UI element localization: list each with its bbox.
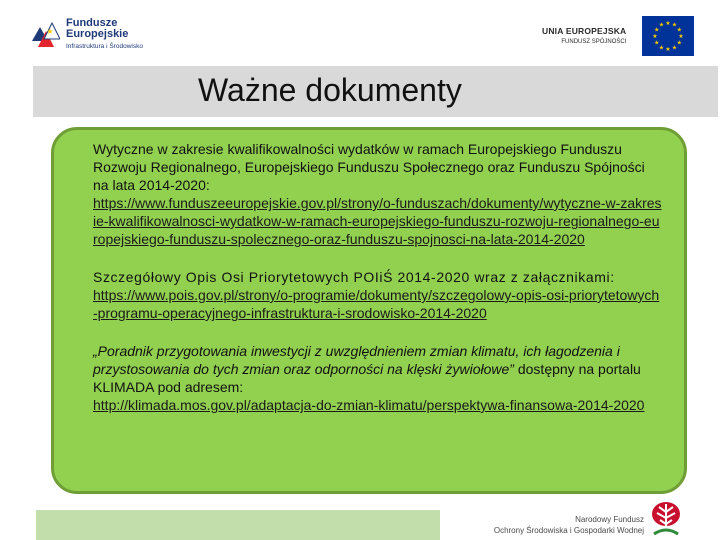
eu-flag-star: ★ <box>652 33 659 40</box>
nfosigw-line1: Narodowy Fundusz <box>575 515 644 524</box>
eu-flag-star: ★ <box>665 46 672 53</box>
documents-list <box>93 140 663 434</box>
footer-notch <box>0 510 36 540</box>
eu-logo-line1: UNIA EUROPEJSKA <box>542 25 627 36</box>
document-description: Wytyczne w zakresie kwalifikowalności wydatków w ramach Europejskiego Funduszu Rozwoju Regionalnego, Europejskiego Funduszu Społecznego oraz Funduszu Spójności na lata 2014-2020: <box>93 141 645 193</box>
nfosigw-line2: Ochrony Środowiska i Gospodarki Wodnej <box>493 526 644 535</box>
document-link-klimada[interactable]: http://klimada.mos.gov.pl/adaptacja-do-zmian-klimatu/perspektywa-finansowa-2014-2020 <box>93 397 645 413</box>
eu-flag-star: ★ <box>672 21 678 29</box>
eu-flag-star: ★ <box>672 44 678 52</box>
eu-flag-icon <box>642 16 694 56</box>
eu-logo <box>542 13 702 59</box>
document-item-szoop <box>93 268 663 322</box>
eu-logo-line2: FUNDUSZ SPÓJNOŚCI <box>561 38 627 45</box>
footer-green-bar <box>0 510 440 540</box>
fe-logo-line3: Infrastruktura i Środowisko <box>66 42 143 50</box>
eu-flag-star: ★ <box>677 39 683 47</box>
document-description: dostępny na portalu KLIMADA pod adresem: <box>93 361 641 395</box>
document-link-guidelines[interactable]: https://www.funduszeeuropejskie.gov.pl/strony/o-funduszach/dokumenty/wytyczne-w-zakresie-kwalifikowalnosci-wydatkow-w-ramach-europejskiego-funduszu-rozwoju-regionalnego-europejskiego-funduszu-spolecznego-oraz-funduszu-spojnosci-na-lata-2014-2020 <box>93 195 662 247</box>
eu-flag-star: ★ <box>654 26 660 34</box>
fe-logo-line1: Fundusze <box>66 16 118 29</box>
document-item-klimada <box>93 342 663 414</box>
document-link-szoop[interactable]: https://www.pois.gov.pl/strony/o-programie/dokumenty/szczegolowy-opis-osi-priorytetowych-programu-operacyjnego-infrastruktura-i-srodowisko-2014-2020 <box>93 287 660 321</box>
eu-flag-star: ★ <box>665 20 672 27</box>
eu-flag-star: ★ <box>654 39 660 47</box>
eu-flag-star: ★ <box>659 21 665 29</box>
eu-flag-star: ★ <box>678 33 685 40</box>
document-description: Szczegółowy Opis Osi Priorytetowych POIiŚ 2014-2020 wraz z załącznikami: <box>93 269 615 285</box>
fundusze-europejskie-logo-icon <box>30 19 60 49</box>
nfosigw-logo-text <box>484 514 644 536</box>
fe-logo-line2: Europejskie <box>66 28 129 41</box>
fundusze-europejskie-logo <box>30 12 170 56</box>
nfosigw-tree-icon <box>648 500 684 538</box>
svg-text:★: ★ <box>46 27 54 36</box>
document-title-italic: „Poradnik przygotowania inwestycji z uwzględnieniem zmian klimatu, ich łagodzenia i przystosowania do tych zmian oraz odporności na klęski żywiołowe” <box>93 343 620 377</box>
eu-flag-star: ★ <box>677 26 683 34</box>
document-item-guidelines <box>93 140 663 248</box>
page-title: Ważne dokumenty <box>198 72 462 108</box>
title-band <box>33 66 718 117</box>
eu-flag-star: ★ <box>659 44 665 52</box>
